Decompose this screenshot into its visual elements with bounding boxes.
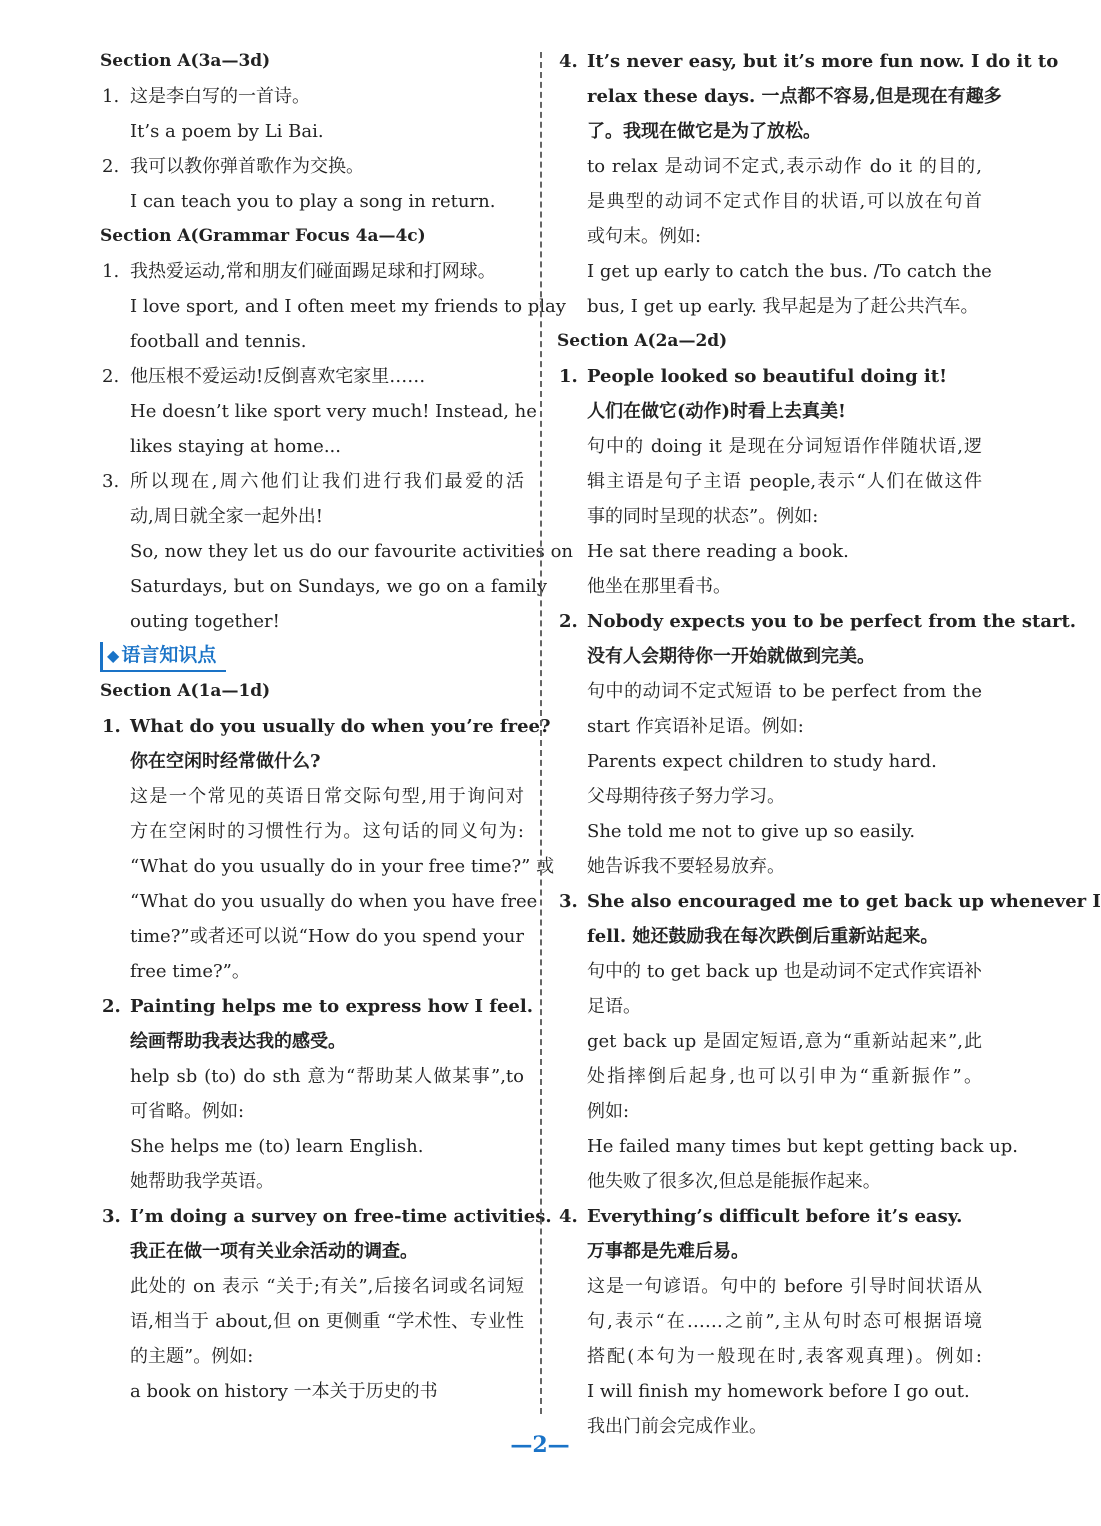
diamond-icon: ◆ [107, 646, 120, 665]
text-line [100, 1269, 524, 1304]
line-text: bus, I get up early. 我早起是为了赶公共汽车。 [587, 296, 979, 317]
numbered-item [100, 989, 533, 1024]
line-text: Everything’s difficult before it’s easy. [587, 1206, 963, 1227]
line-text: 句中的 doing it 是现在分词短语作伴随状语,逻 [587, 436, 982, 457]
item-number: 3. [559, 891, 578, 912]
numbered-item [557, 1199, 982, 1234]
line-text: She also encouraged me to get back up whenever I [587, 891, 1101, 912]
line-text: He doesn’t like sport very much! Instead, he [130, 401, 537, 422]
item-number: 4. [559, 51, 578, 72]
item-number: 2. [559, 611, 578, 632]
text-line [557, 149, 982, 184]
knowledge-section-header [100, 639, 524, 674]
text-line [100, 1304, 524, 1339]
text-line [100, 534, 574, 569]
numbered-item [100, 79, 524, 114]
line-text: 句中的动词不定式短语 to be perfect from the [587, 681, 982, 702]
line-text: I’m doing a survey on free-time activities. [130, 1206, 552, 1227]
text-line [557, 499, 982, 534]
line-text: I get up early to catch the bus. /To catch the [587, 261, 992, 282]
text-line [100, 744, 524, 779]
text-line [100, 604, 524, 639]
item-number: 3. [102, 471, 120, 492]
text-line [557, 1024, 982, 1059]
line-text: I love sport, and I often meet my friends to play [130, 296, 566, 317]
numbered-item [100, 709, 551, 744]
text-line [557, 639, 982, 674]
text-line [100, 1374, 524, 1409]
item-number: 1. [102, 86, 120, 107]
text-line [557, 219, 982, 254]
text-line [557, 1094, 982, 1129]
numbered-item [100, 359, 524, 394]
text-line [100, 1164, 524, 1199]
line-text: free time?”。 [130, 961, 250, 982]
line-text: 辑主语是句子主语 people,表示“人们在做这件 [587, 471, 982, 492]
line-text: 此处的 on 表示 “关于;有关”,后接名词或名词短 [130, 1276, 524, 1297]
text-line [557, 674, 982, 709]
line-text: time?”或者还可以说“How do you spend your [130, 926, 524, 947]
text-line [100, 1094, 524, 1129]
line-text: outing together! [130, 611, 280, 632]
line-text: 我出门前会完成作业。 [587, 1416, 767, 1437]
line-text: 没有人会期待你一开始就做到完美。 [587, 646, 875, 667]
text-line [557, 184, 982, 219]
text-line [557, 1059, 982, 1094]
line-text: to relax 是动词不定式,表示动作 do it 的目的, [587, 156, 982, 177]
text-line [557, 1269, 982, 1304]
numbered-item [100, 464, 524, 499]
line-text: 了。我现在做它是为了放松。 [587, 121, 821, 142]
line-text: “What do you usually do in your free time?” 或 [130, 856, 555, 877]
text-line [557, 954, 982, 989]
item-number: 1. [559, 366, 578, 387]
line-text: Parents expect children to study hard. [587, 751, 937, 772]
line-text: 父母期待孩子努力学习。 [587, 786, 785, 807]
item-number: 4. [559, 1206, 578, 1227]
line-text: What do you usually do when you’re free? [130, 716, 551, 737]
header-title: 语言知识点 [121, 644, 217, 666]
line-text: 句中的 to get back up 也是动词不定式作宾语补 [587, 961, 982, 982]
text-line [557, 989, 982, 1024]
line-text: 他坐在那里看书。 [587, 576, 731, 597]
text-line [557, 849, 982, 884]
line-text: 人们在做它(动作)时看上去真美! [587, 401, 846, 422]
line-text: He failed many times but kept getting back up. [587, 1136, 1018, 1157]
section-heading: Section A(1a—1d) [100, 681, 271, 701]
numbered-item [557, 359, 982, 394]
line-text: 是典型的动词不定式作目的状语,可以放在句首 [587, 191, 982, 212]
line-text: 事的同时呈现的状态”。例如: [587, 506, 819, 527]
line-text: 这是一个常见的英语日常交际句型,用于询问对 [130, 786, 524, 807]
line-text: 或句末。例如: [587, 226, 702, 247]
item-number: 2. [102, 366, 120, 387]
text-line [557, 79, 1002, 114]
line-text: relax these days. 一点都不容易,但是现在有趣多 [587, 86, 1002, 107]
text-line [557, 1234, 982, 1269]
header-box [100, 642, 226, 672]
text-line [100, 569, 548, 604]
line-text: 这是一句谚语。句中的 before 引导时间状语从 [587, 1276, 982, 1297]
line-text: 的主题”。例如: [130, 1346, 254, 1367]
line-text: 搭配(本句为一般现在时,表客观真理)。例如: [587, 1346, 982, 1367]
line-text: 你在空闲时经常做什么? [130, 751, 321, 772]
line-text: 她帮助我学英语。 [130, 1171, 274, 1192]
line-text: Painting helps me to express how I feel. [130, 996, 533, 1017]
item-number: 2. [102, 996, 121, 1017]
text-line [557, 779, 982, 814]
line-text: 句,表示“在……之前”,主从句时态可根据语境 [587, 1311, 982, 1332]
line-text: fell. 她还鼓励我在每次跌倒后重新站起来。 [587, 926, 939, 947]
text-line [100, 814, 524, 849]
line-text: 例如: [587, 1101, 630, 1122]
line-text: 处指摔倒后起身,也可以引申为“重新振作”。 [587, 1066, 982, 1087]
text-line [557, 1129, 1018, 1164]
text-line [557, 1374, 982, 1409]
text-line [100, 289, 566, 324]
text-line [557, 534, 982, 569]
line-text: It’s a poem by Li Bai. [130, 121, 324, 142]
text-line [557, 429, 982, 464]
line-text: 万事都是先难后易。 [587, 1241, 749, 1262]
text-line [557, 744, 982, 779]
numbered-item [557, 884, 1101, 919]
text-line [557, 1304, 982, 1339]
line-text: 语,相当于 about,但 on 更侧重 “学术性、专业性 [130, 1311, 524, 1332]
line-text: It’s never easy, but it’s more fun now. I do it to [587, 51, 1059, 72]
text-line [557, 254, 992, 289]
line-text: start 作宾语补足语。例如: [587, 716, 804, 737]
line-text: 动,周日就全家一起外出! [130, 506, 323, 527]
line-text: So, now they let us do our favourite activities on [130, 541, 574, 562]
line-text: She helps me (to) learn English. [130, 1136, 424, 1157]
text-line [557, 1339, 982, 1374]
text-line [100, 1059, 524, 1094]
line-text: a book on history 一本关于历史的书 [130, 1381, 438, 1402]
text-line [100, 184, 524, 219]
text-line [100, 429, 524, 464]
text-line [100, 1339, 524, 1374]
text-line [557, 814, 982, 849]
text-line [100, 394, 537, 429]
column-divider [540, 52, 542, 1414]
text-line [557, 114, 982, 149]
text-line [100, 919, 524, 954]
text-line [100, 1129, 524, 1164]
right-column [557, 44, 1101, 1444]
section-heading: Section A(3a—3d) [100, 51, 271, 71]
text-line [557, 919, 982, 954]
line-text: 方在空闲时的习惯性行为。这句话的同义句为: [130, 821, 524, 842]
line-text: People looked so beautiful doing it! [587, 366, 947, 387]
line-text: He sat there reading a book. [587, 541, 849, 562]
numbered-item [100, 1199, 552, 1234]
line-text: 我正在做一项有关业余活动的调查。 [130, 1241, 418, 1262]
line-text: 这是李白写的一首诗。 [130, 86, 310, 107]
text-line [100, 1024, 524, 1059]
item-number: 2. [102, 156, 120, 177]
line-text: She told me not to give up so easily. [587, 821, 916, 842]
text-line [100, 884, 538, 919]
line-text: 我可以教你弹首歌作为交换。 [130, 156, 364, 177]
text-line [557, 464, 982, 499]
line-text: 可省略。例如: [130, 1101, 245, 1122]
section-heading: Section A(Grammar Focus 4a—4c) [100, 226, 426, 246]
line-text: get back up 是固定短语,意为“重新站起来”,此 [587, 1031, 982, 1052]
text-line [100, 114, 524, 149]
line-text: help sb (to) do sth 意为“帮助某人做某事”,to [130, 1066, 524, 1087]
line-text: 足语。 [587, 996, 641, 1017]
item-number: 1. [102, 261, 120, 282]
text-line [100, 954, 524, 989]
numbered-item [557, 44, 1059, 79]
line-text: I will finish my homework before I go out. [587, 1381, 970, 1402]
text-line [100, 849, 555, 884]
numbered-item [557, 604, 1077, 639]
text-line [557, 709, 982, 744]
text-line [100, 499, 524, 534]
text-line [100, 324, 524, 359]
line-text: 他失败了很多次,但总是能振作起来。 [587, 1171, 881, 1192]
item-number: 1. [102, 716, 121, 737]
text-line [557, 394, 982, 429]
line-text: “What do you usually do when you have free [130, 891, 538, 912]
text-line [100, 779, 524, 814]
left-column [100, 44, 574, 1409]
text-line [557, 289, 982, 324]
text-line [557, 1164, 982, 1199]
line-text: Nobody expects you to be perfect from the start. [587, 611, 1077, 632]
line-text: likes staying at home... [130, 436, 341, 457]
line-text: 她告诉我不要轻易放弃。 [587, 856, 785, 877]
section-heading: Section A(2a—2d) [557, 331, 728, 351]
numbered-item [100, 149, 524, 184]
text-line [557, 569, 982, 604]
item-number: 3. [102, 1206, 121, 1227]
line-text: 绘画帮助我表达我的感受。 [130, 1031, 346, 1052]
line-text: football and tennis. [130, 331, 307, 352]
page-number: —2— [510, 1432, 570, 1458]
line-text: Saturdays, but on Sundays, we go on a family [130, 576, 548, 597]
line-text: 我热爱运动,常和朋友们碰面踢足球和打网球。 [130, 261, 496, 282]
line-text: I can teach you to play a song in return. [130, 191, 496, 212]
line-text: 他压根不爱运动!反倒喜欢宅家里…… [130, 366, 426, 387]
text-line [100, 1234, 524, 1269]
line-text: 所以现在,周六他们让我们进行我们最爱的活 [130, 471, 524, 492]
numbered-item [100, 254, 524, 289]
